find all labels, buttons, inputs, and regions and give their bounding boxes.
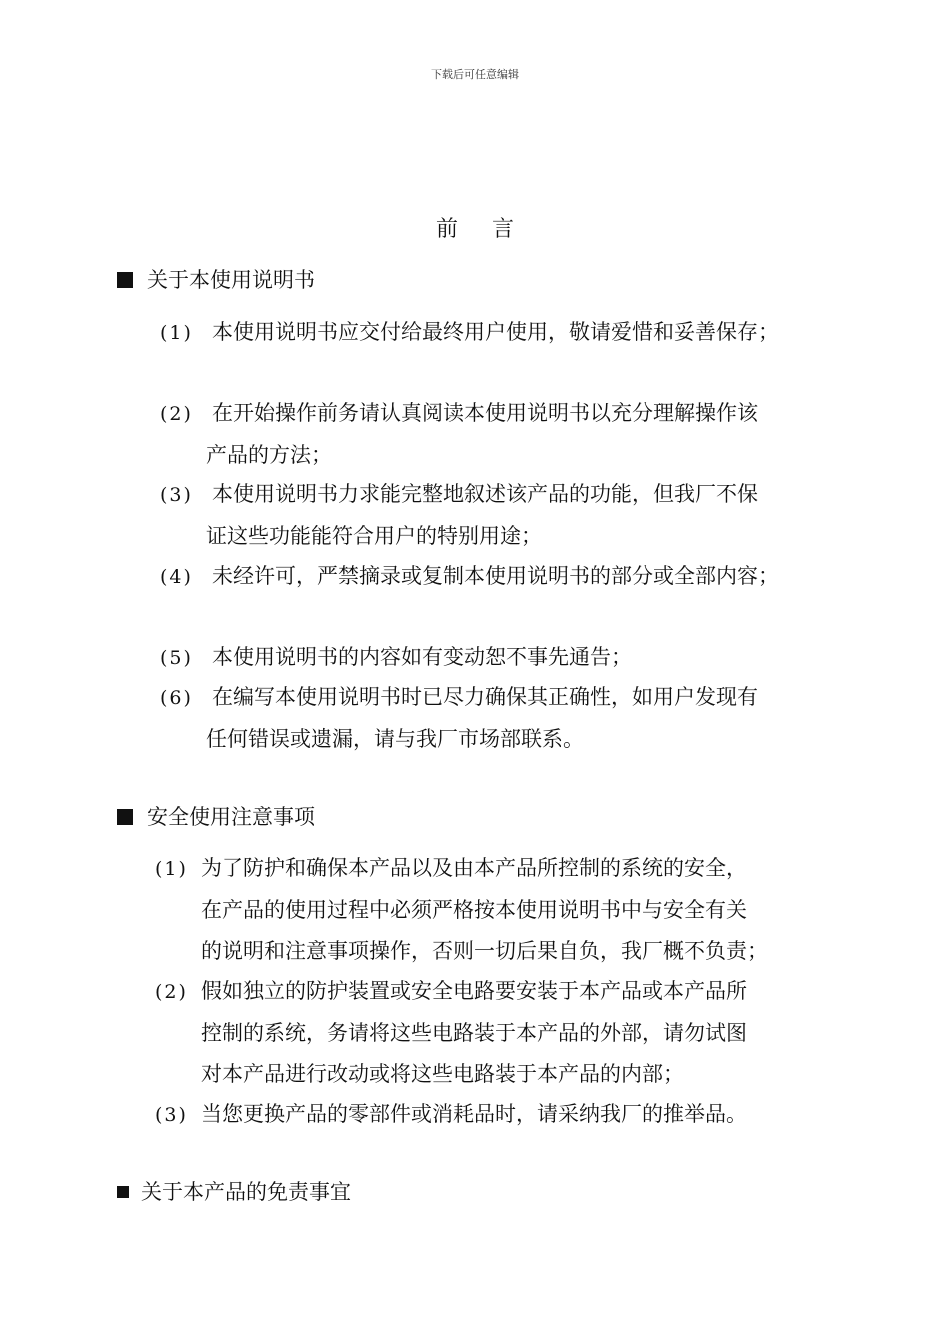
item-text-continued: 控制的系统，务请将这些电路装于本产品的外部，请勿试图 [201, 1021, 747, 1045]
section-heading-text: 关于本使用说明书 [147, 268, 315, 292]
item-text: 未经许可，严禁摘录或复制本使用说明书的部分或全部内容； [212, 564, 779, 588]
list-item [160, 393, 840, 476]
item-text: 本使用说明书的内容如有变动恕不事先通告； [212, 645, 632, 669]
header-note: 下载后可任意编辑 [431, 68, 519, 81]
item-text: 本使用说明书应交付给最终用户使用，敬请爱惜和妥善保存； [212, 320, 779, 344]
list-item [160, 474, 840, 557]
item-text: 在编写本使用说明书时已尽力确保其正确性，如用户发现有 [212, 685, 758, 709]
list-item [160, 312, 840, 354]
section-heading-safety [117, 802, 315, 832]
item-text: 当您更换产品的零部件或消耗品时，请采纳我厂的推举品。 [201, 1102, 747, 1126]
item-text: 在开始操作前务请认真阅读本使用说明书以充分理解操作该 [212, 401, 758, 425]
item-number: (3) [155, 1104, 188, 1126]
list-item [160, 677, 840, 760]
item-text: 假如独立的防护装置或安全电路要安装于本产品或本产品所 [201, 979, 747, 1003]
section-heading-text: 安全使用注意事项 [147, 805, 315, 829]
list-item [155, 848, 835, 972]
item-text-continued: 任何错误或遗漏，请与我厂市场部联系。 [206, 727, 584, 751]
section-heading-text: 关于本产品的免责事宜 [141, 1180, 351, 1204]
list-item [155, 971, 835, 1095]
section-heading-manual [117, 265, 315, 295]
item-number: (6) [160, 687, 193, 709]
square-bullet-icon [117, 1186, 129, 1198]
item-number: (2) [155, 981, 188, 1003]
list-item [160, 637, 840, 679]
item-text-continued: 证这些功能能符合用户的特别用途； [206, 524, 542, 548]
item-text-continued: 对本产品进行改动或将这些电路装于本产品的内部； [201, 1062, 684, 1086]
item-number: (2) [160, 403, 193, 425]
list-item [160, 556, 840, 598]
item-text-continued: 的说明和注意事项操作，否则一切后果自负，我厂概不负责； [201, 939, 768, 963]
page-title: 前言 [435, 217, 548, 242]
item-text-continued: 在产品的使用过程中必须严格按本使用说明书中与安全有关 [201, 898, 747, 922]
square-bullet-icon [117, 809, 133, 825]
item-text-continued: 产品的方法； [206, 443, 332, 467]
square-bullet-icon [117, 272, 133, 288]
section-heading-disclaimer [117, 1177, 351, 1207]
item-number: (1) [155, 858, 188, 880]
item-text: 本使用说明书力求能完整地叙述该产品的功能，但我厂不保 [212, 482, 758, 506]
item-text: 为了防护和确保本产品以及由本产品所控制的系统的安全， [201, 856, 747, 880]
item-number: (5) [160, 647, 193, 669]
list-item [155, 1094, 835, 1136]
item-number: (3) [160, 484, 193, 506]
item-number: (4) [160, 566, 193, 588]
item-number: (1) [160, 322, 193, 344]
